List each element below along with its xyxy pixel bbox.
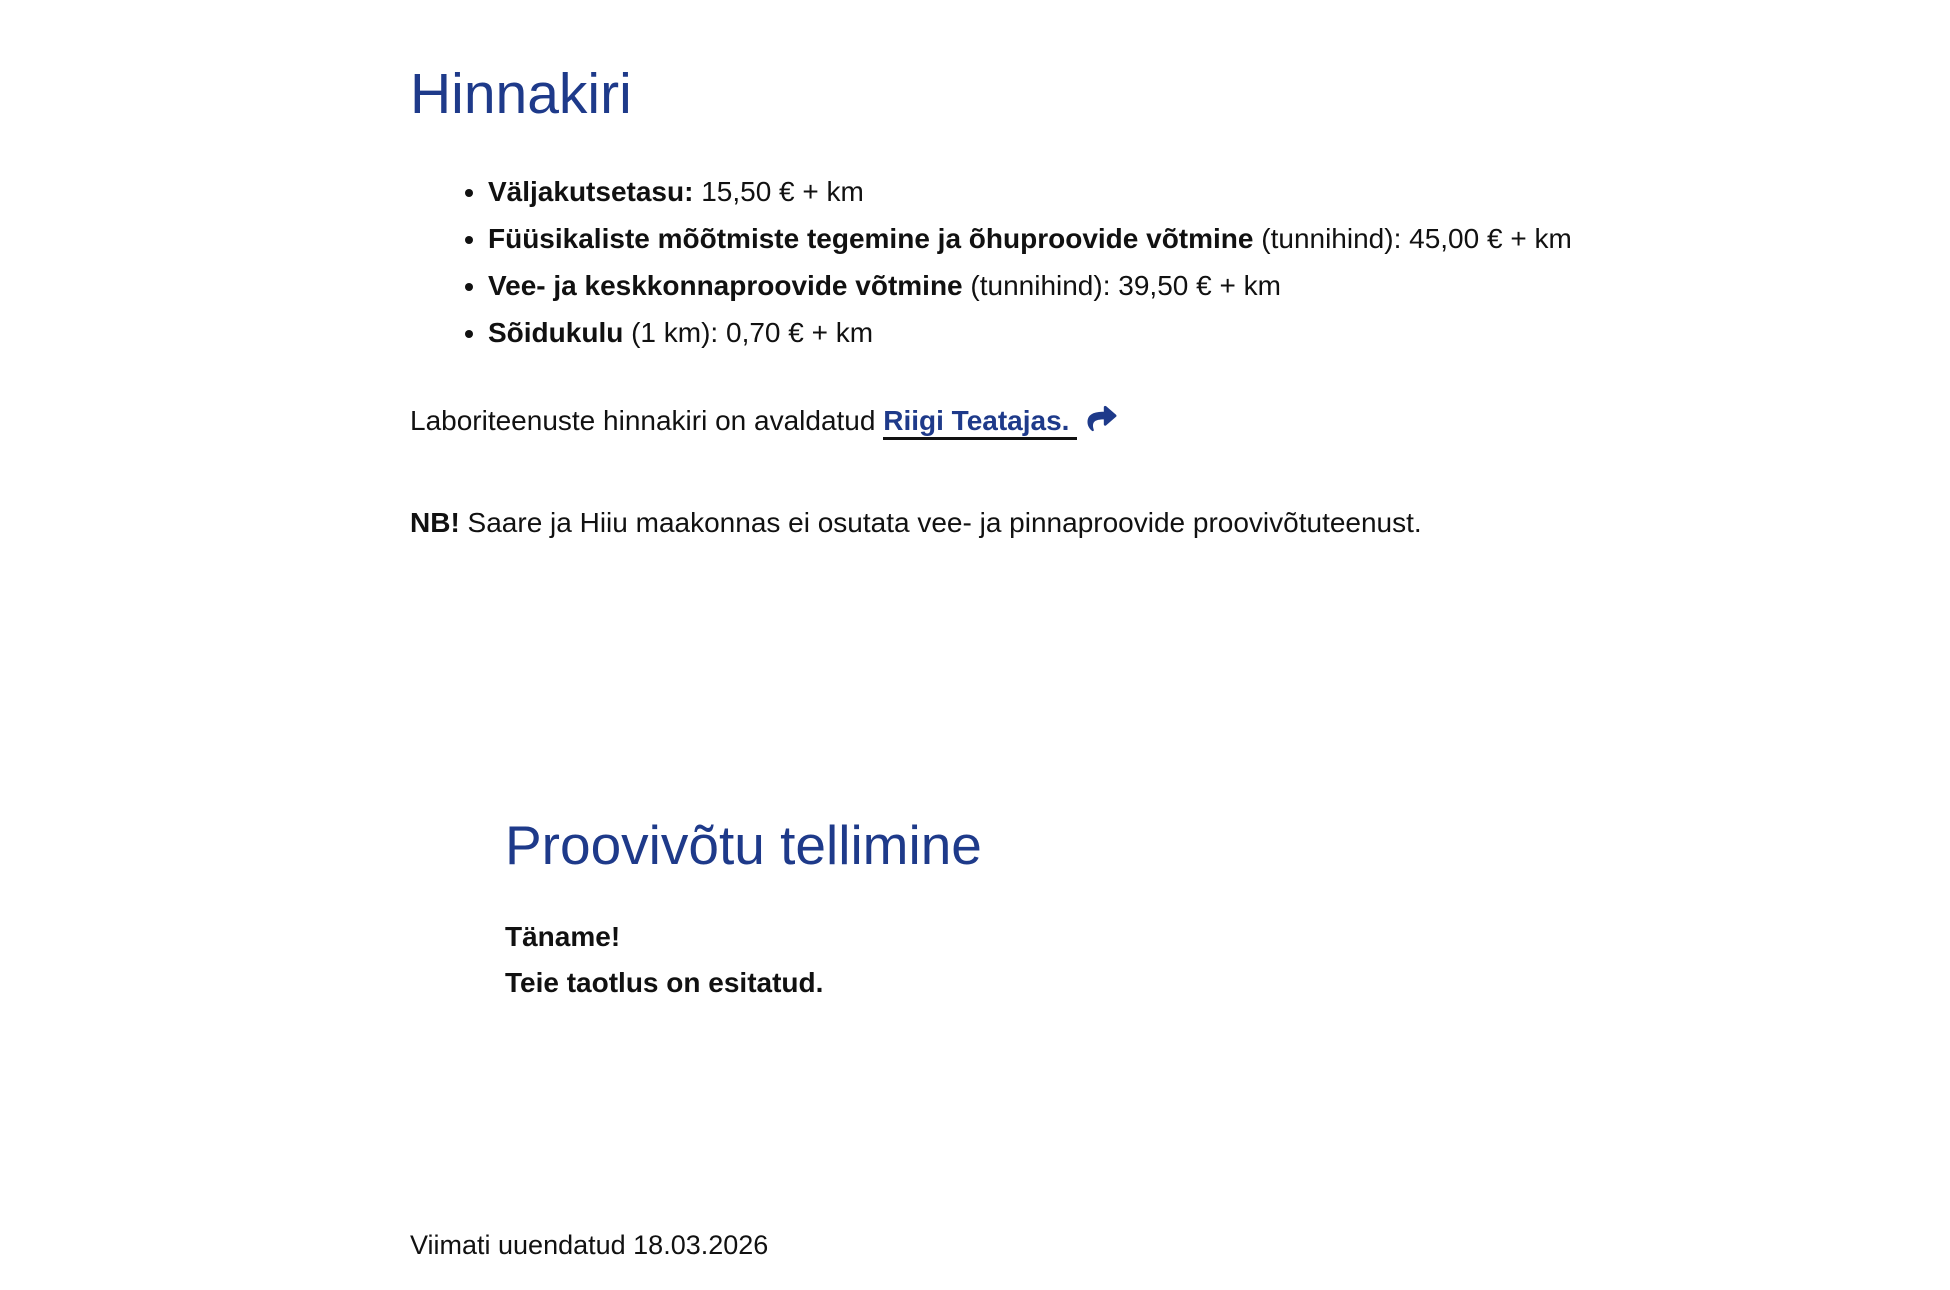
riigi-teataja-link-text: Riigi Teatajas. bbox=[883, 405, 1077, 440]
nb-label: NB! bbox=[410, 507, 460, 539]
price-list-item bbox=[488, 309, 1890, 356]
pricing-section-title: Hinnakiri bbox=[410, 62, 632, 126]
nb-paragraph bbox=[410, 500, 1890, 546]
page-footer bbox=[410, 1222, 1890, 1268]
price-list-item bbox=[488, 215, 1890, 262]
nb-text: Saare ja Hiiu maakonnas ei osutata vee- ja pinnaproovide proovivõtuteenust. bbox=[459, 507, 1422, 539]
submission-confirmation bbox=[505, 914, 1890, 1006]
order-section bbox=[505, 812, 1890, 1006]
published-text: Laboriteenuste hinnakiri on avaldatud bbox=[410, 405, 884, 437]
riigi-teataja-link[interactable] bbox=[883, 405, 1119, 436]
price-item-label: Sõidukulu bbox=[488, 317, 624, 349]
price-item-label: Vee- ja keskkonnaproovide võtmine bbox=[488, 270, 963, 302]
last-updated-text: Viimati uuendatud 18.03.2026 bbox=[410, 1230, 769, 1261]
price-item-label: Väljakutsetasu: bbox=[488, 176, 694, 208]
price-item-label: Füüsikaliste mõõtmiste tegemine ja õhuproovide võtmine bbox=[488, 223, 1254, 255]
price-item-value: (tunnihind): 39,50 € + km bbox=[962, 270, 1281, 302]
price-list bbox=[410, 168, 1890, 356]
order-section-title: Proovivõtu tellimine bbox=[505, 814, 982, 877]
published-paragraph bbox=[410, 398, 1890, 444]
price-item-value: (tunnihind): 45,00 € + km bbox=[1253, 223, 1572, 255]
status-line: Teie taotlus on esitatud. bbox=[505, 967, 824, 999]
external-link-icon bbox=[1085, 398, 1119, 444]
thanks-line: Täname! bbox=[505, 921, 621, 953]
price-item-value: 15,50 € + km bbox=[693, 176, 864, 208]
price-list-item bbox=[488, 262, 1890, 309]
price-item-value: (1 km): 0,70 € + km bbox=[623, 317, 874, 349]
pricing-section bbox=[410, 60, 1890, 546]
price-list-item bbox=[488, 168, 1890, 215]
